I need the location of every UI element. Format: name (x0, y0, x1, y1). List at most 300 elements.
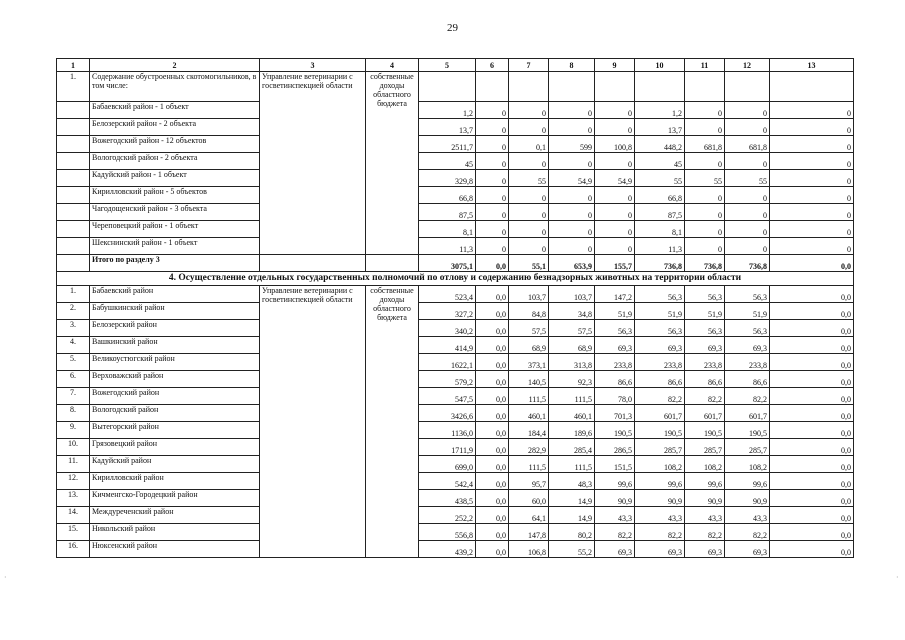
value-cell: 13,7 (635, 119, 685, 136)
value-cell: 0 (549, 187, 595, 204)
value-cell: 51,9 (725, 303, 770, 320)
value-cell: 0 (770, 170, 854, 187)
value-cell: 0,1 (509, 136, 549, 153)
value-cell: 601,7 (725, 405, 770, 422)
value-cell: 0 (509, 153, 549, 170)
value-cell: 140,5 (509, 371, 549, 388)
value-cell: 86,6 (725, 371, 770, 388)
value-cell: 151,5 (595, 456, 635, 473)
table-row (57, 422, 854, 439)
value-cell: 439,2 (419, 541, 476, 558)
row-index: 5. (57, 354, 90, 371)
value-cell: 0 (549, 153, 595, 170)
district-name: Кадуйский район - 1 объект (90, 170, 260, 187)
value-cell: 0 (595, 187, 635, 204)
row-index: 6. (57, 371, 90, 388)
row-index (57, 119, 90, 136)
value-cell: 0 (770, 102, 854, 119)
district-name: Кирилловский район - 5 объектов (90, 187, 260, 204)
value-cell: 0,0 (770, 524, 854, 541)
value-cell: 43,3 (595, 507, 635, 524)
value-cell: 0 (476, 119, 509, 136)
column-number-header: 7 (509, 59, 549, 72)
value-cell: 0 (685, 153, 725, 170)
value-cell: 87,5 (419, 204, 476, 221)
value-cell: 0 (476, 221, 509, 238)
value-cell: 0 (476, 153, 509, 170)
value-cell: 8,1 (635, 221, 685, 238)
value-cell: 542,4 (419, 473, 476, 490)
value-cell: 0 (595, 238, 635, 255)
value-cell: 0 (476, 102, 509, 119)
value-cell: 56,3 (725, 320, 770, 337)
value-cell: 0,0 (476, 303, 509, 320)
district-name: Кадуйский район (90, 456, 260, 473)
value-cell: 438,5 (419, 490, 476, 507)
row-index (57, 221, 90, 238)
value-cell: 106,8 (509, 541, 549, 558)
value-cell: 0,0 (476, 524, 509, 541)
value-cell: 0,0 (770, 473, 854, 490)
value-cell: 0 (770, 204, 854, 221)
column-number-header: 1 (57, 59, 90, 72)
row-index: 4. (57, 337, 90, 354)
value-cell: 601,7 (635, 405, 685, 422)
value-cell: 0 (549, 221, 595, 238)
value-cell: 0,0 (476, 473, 509, 490)
value-cell: 0 (476, 136, 509, 153)
total-row (57, 255, 854, 272)
value-cell: 64,1 (509, 507, 549, 524)
district-name: Кичменгско-Городецкий район (90, 490, 260, 507)
value-cell: 90,9 (725, 490, 770, 507)
value-cell: 285,7 (635, 439, 685, 456)
value-cell: 111,5 (509, 456, 549, 473)
row-index (57, 153, 90, 170)
value-cell: 0 (509, 187, 549, 204)
value-cell: 0 (595, 102, 635, 119)
value-cell: 0 (685, 221, 725, 238)
section-heading-row (57, 272, 854, 286)
district-name: Бабушкинский район (90, 303, 260, 320)
value-cell: 54,9 (595, 170, 635, 187)
value-cell: 43,3 (635, 507, 685, 524)
district-name: Чагодощенский район - 3 объекта (90, 204, 260, 221)
value-cell: 69,3 (685, 541, 725, 558)
value-cell: 103,7 (509, 286, 549, 303)
row-index (57, 136, 90, 153)
value-cell: 69,3 (635, 541, 685, 558)
value-cell: 0 (725, 204, 770, 221)
row-index: 8. (57, 405, 90, 422)
value-cell: 0 (549, 102, 595, 119)
value-cell: 82,2 (725, 388, 770, 405)
value-cell: 82,2 (595, 524, 635, 541)
table-row (57, 337, 854, 354)
value-cell: 313,8 (549, 354, 595, 371)
district-name: Вологодский район (90, 405, 260, 422)
value-cell (770, 72, 854, 102)
value-cell: 0 (770, 153, 854, 170)
value-cell: 0 (725, 238, 770, 255)
value-cell: 103,7 (549, 286, 595, 303)
value-cell: 0 (549, 204, 595, 221)
value-cell: 34,8 (549, 303, 595, 320)
value-cell (476, 72, 509, 102)
row-index (57, 255, 90, 272)
row-index: 15. (57, 524, 90, 541)
section-heading: 4. Осуществление отдельных государственных полномочий по отлову и содержанию безнадзорных животных на территории области (57, 272, 854, 286)
value-cell: 99,6 (635, 473, 685, 490)
district-name: Вожегодский район (90, 388, 260, 405)
value-cell: 0,0 (476, 405, 509, 422)
district-name: Верховажский район (90, 371, 260, 388)
value-cell: 56,3 (685, 286, 725, 303)
value-cell: 286,5 (595, 439, 635, 456)
value-cell: 90,9 (685, 490, 725, 507)
value-cell: 0,0 (770, 456, 854, 473)
value-cell: 0,0 (770, 286, 854, 303)
value-cell: 69,3 (595, 541, 635, 558)
value-cell: 99,6 (595, 473, 635, 490)
value-cell: 0 (685, 204, 725, 221)
budget-table (56, 58, 854, 558)
value-cell: 681,8 (725, 136, 770, 153)
column-number-row (57, 59, 854, 72)
value-cell: 233,8 (595, 354, 635, 371)
value-cell: 55,1 (509, 255, 549, 272)
row-index (57, 238, 90, 255)
district-name: Никольский район (90, 524, 260, 541)
value-cell: 1136,0 (419, 422, 476, 439)
value-cell: 373,1 (509, 354, 549, 371)
value-cell: 55 (725, 170, 770, 187)
value-cell: 51,9 (635, 303, 685, 320)
value-cell: 1,2 (635, 102, 685, 119)
value-cell (685, 72, 725, 102)
value-cell: 55,2 (549, 541, 595, 558)
row-index: 14. (57, 507, 90, 524)
value-cell: 56,3 (635, 286, 685, 303)
value-cell: 0 (595, 119, 635, 136)
value-cell: 147,8 (509, 524, 549, 541)
value-cell (595, 72, 635, 102)
value-cell (635, 72, 685, 102)
value-cell: 1,2 (419, 102, 476, 119)
district-name: Белозерский район (90, 320, 260, 337)
value-cell: 0,0 (770, 371, 854, 388)
value-cell: 0 (725, 221, 770, 238)
value-cell: 0 (595, 204, 635, 221)
value-cell: 460,1 (549, 405, 595, 422)
value-cell: 0 (685, 119, 725, 136)
row-index: 11. (57, 456, 90, 473)
row-index: 2. (57, 303, 90, 320)
value-cell: 460,1 (509, 405, 549, 422)
table-row (57, 405, 854, 422)
value-cell: 51,9 (595, 303, 635, 320)
table-row (57, 354, 854, 371)
value-cell: 0 (476, 238, 509, 255)
value-cell: 448,2 (635, 136, 685, 153)
value-cell: 285,7 (725, 439, 770, 456)
district-name: Великоустюгский район (90, 354, 260, 371)
value-cell: 0 (770, 119, 854, 136)
value-cell: 0,0 (476, 422, 509, 439)
value-cell: 68,9 (549, 337, 595, 354)
value-cell: 43,3 (685, 507, 725, 524)
value-cell: 0,0 (476, 507, 509, 524)
row-index: 13. (57, 490, 90, 507)
value-cell: 601,7 (685, 405, 725, 422)
row-index: 12. (57, 473, 90, 490)
column-number-header: 13 (770, 59, 854, 72)
row-index: 1. (57, 72, 90, 102)
value-cell: 285,7 (685, 439, 725, 456)
value-cell: 1622,1 (419, 354, 476, 371)
value-cell: 233,8 (685, 354, 725, 371)
district-name: Вашкинский район (90, 337, 260, 354)
value-cell: 681,8 (685, 136, 725, 153)
value-cell: 56,3 (685, 320, 725, 337)
value-cell: 699,0 (419, 456, 476, 473)
value-cell: 0,0 (476, 255, 509, 272)
value-cell: 189,6 (549, 422, 595, 439)
row-index: 1. (57, 286, 90, 303)
value-cell: 56,3 (595, 320, 635, 337)
table-row (57, 388, 854, 405)
value-cell: 0,0 (476, 320, 509, 337)
value-cell: 56,3 (725, 286, 770, 303)
row-index: 16. (57, 541, 90, 558)
value-cell: 0 (685, 102, 725, 119)
column-number-header: 8 (549, 59, 595, 72)
row-index: 7. (57, 388, 90, 405)
value-cell: 0,0 (476, 439, 509, 456)
table-row (57, 439, 854, 456)
value-cell: 190,5 (685, 422, 725, 439)
scan-mark-left: · (4, 573, 7, 582)
row-index: 10. (57, 439, 90, 456)
value-cell: 0,0 (476, 286, 509, 303)
value-cell: 57,5 (509, 320, 549, 337)
value-cell: 0,0 (770, 337, 854, 354)
value-cell: 252,2 (419, 507, 476, 524)
value-cell: 90,9 (635, 490, 685, 507)
value-cell: 55 (509, 170, 549, 187)
value-cell: 0 (509, 221, 549, 238)
value-cell: 0 (770, 238, 854, 255)
value-cell: 233,8 (725, 354, 770, 371)
value-cell: 233,8 (635, 354, 685, 371)
value-cell: 1711,9 (419, 439, 476, 456)
row-index (57, 170, 90, 187)
value-cell: 56,3 (635, 320, 685, 337)
row-index (57, 187, 90, 204)
value-cell: 190,5 (725, 422, 770, 439)
value-cell: 0,0 (770, 405, 854, 422)
value-cell: 108,2 (685, 456, 725, 473)
value-cell: 99,6 (685, 473, 725, 490)
value-cell: 0 (685, 238, 725, 255)
value-cell: 55 (635, 170, 685, 187)
value-cell: 701,3 (595, 405, 635, 422)
district-name: Шекснинский район - 1 объект (90, 238, 260, 255)
column-number-header: 9 (595, 59, 635, 72)
table-row (57, 371, 854, 388)
column-number-header: 6 (476, 59, 509, 72)
value-cell: 0,0 (476, 354, 509, 371)
value-cell: 69,3 (685, 337, 725, 354)
value-cell: 45 (419, 153, 476, 170)
table-row (57, 119, 854, 136)
value-cell: 0,0 (770, 354, 854, 371)
column-number-header: 5 (419, 59, 476, 72)
value-cell: 55 (685, 170, 725, 187)
value-cell: 0,0 (770, 320, 854, 337)
district-name: Вологодский район - 2 объекта (90, 153, 260, 170)
value-cell: 82,2 (725, 524, 770, 541)
value-cell: 69,3 (595, 337, 635, 354)
table-row (57, 524, 854, 541)
value-cell: 69,3 (725, 541, 770, 558)
value-cell: 0,0 (476, 371, 509, 388)
value-cell: 82,2 (685, 388, 725, 405)
value-cell: 82,2 (685, 524, 725, 541)
funding-source-cell (366, 255, 419, 272)
value-cell: 66,8 (419, 187, 476, 204)
value-cell: 54,9 (549, 170, 595, 187)
value-cell: 190,5 (595, 422, 635, 439)
value-cell: 0,0 (770, 541, 854, 558)
value-cell: 523,4 (419, 286, 476, 303)
executor-cell: Управление ветеринарии с госветинспекцией области (260, 286, 366, 558)
funding-source-cell: собственные доходы областного бюджета (366, 286, 419, 558)
value-cell: 11,3 (419, 238, 476, 255)
table-row (57, 286, 854, 303)
value-cell: 0 (549, 119, 595, 136)
value-cell: 0,0 (770, 439, 854, 456)
value-cell (419, 72, 476, 102)
value-cell: 82,2 (635, 388, 685, 405)
table-row (57, 102, 854, 119)
funding-source-cell: собственные доходы областного бюджета (366, 72, 419, 255)
table-row (57, 238, 854, 255)
value-cell: 0 (476, 170, 509, 187)
column-number-header: 3 (260, 59, 366, 72)
district-name: Череповецкий район - 1 объект (90, 221, 260, 238)
page-number: 29 (447, 22, 458, 34)
value-cell: 0 (595, 221, 635, 238)
value-cell: 108,2 (635, 456, 685, 473)
table-row (57, 187, 854, 204)
value-cell: 95,7 (509, 473, 549, 490)
value-cell: 653,9 (549, 255, 595, 272)
scan-mark-right: · (896, 573, 899, 582)
value-cell: 0 (725, 153, 770, 170)
value-cell: 111,5 (509, 388, 549, 405)
value-cell: 0 (725, 102, 770, 119)
table-row (57, 136, 854, 153)
value-cell: 0 (725, 119, 770, 136)
district-name: Белозерский район - 2 объекта (90, 119, 260, 136)
value-cell: 84,8 (509, 303, 549, 320)
row-index: 3. (57, 320, 90, 337)
table-row (57, 170, 854, 187)
value-cell: 8,1 (419, 221, 476, 238)
value-cell: 11,3 (635, 238, 685, 255)
value-cell: 147,2 (595, 286, 635, 303)
value-cell: 87,5 (635, 204, 685, 221)
value-cell: 80,2 (549, 524, 595, 541)
value-cell: 0 (509, 238, 549, 255)
value-cell: 0 (770, 136, 854, 153)
value-cell: 155,7 (595, 255, 635, 272)
measure-title: Содержание обустроенных скотомогильников, в том числе: (90, 72, 260, 102)
table-row (57, 72, 854, 102)
value-cell: 57,5 (549, 320, 595, 337)
value-cell: 92,3 (549, 371, 595, 388)
value-cell: 86,6 (635, 371, 685, 388)
district-name: Вытегорский район (90, 422, 260, 439)
value-cell: 599 (549, 136, 595, 153)
value-cell: 3075,1 (419, 255, 476, 272)
value-cell: 14,9 (549, 507, 595, 524)
value-cell: 329,8 (419, 170, 476, 187)
value-cell: 556,8 (419, 524, 476, 541)
value-cell: 51,9 (685, 303, 725, 320)
value-cell: 0 (509, 102, 549, 119)
value-cell: 0 (770, 187, 854, 204)
value-cell: 0 (509, 119, 549, 136)
table-row (57, 456, 854, 473)
value-cell: 100,8 (595, 136, 635, 153)
table-row (57, 204, 854, 221)
value-cell (509, 72, 549, 102)
value-cell: 0,0 (770, 303, 854, 320)
value-cell: 43,3 (725, 507, 770, 524)
table-row (57, 473, 854, 490)
value-cell: 184,4 (509, 422, 549, 439)
row-index (57, 102, 90, 119)
value-cell: 45 (635, 153, 685, 170)
district-name: Нюксенский район (90, 541, 260, 558)
table-row (57, 490, 854, 507)
value-cell: 0 (509, 204, 549, 221)
table-row (57, 303, 854, 320)
value-cell: 60,0 (509, 490, 549, 507)
district-name: Вожегодский район - 12 объектов (90, 136, 260, 153)
district-name: Бабаевский район - 1 объект (90, 102, 260, 119)
value-cell: 547,5 (419, 388, 476, 405)
executor-cell (260, 255, 366, 272)
executor-cell: Управление ветеринарии с госветинспекцией области (260, 72, 366, 255)
column-number-header: 2 (90, 59, 260, 72)
value-cell: 66,8 (635, 187, 685, 204)
value-cell: 0 (476, 187, 509, 204)
value-cell: 414,9 (419, 337, 476, 354)
value-cell: 0 (476, 204, 509, 221)
value-cell: 14,9 (549, 490, 595, 507)
value-cell: 0 (595, 153, 635, 170)
value-cell: 0,0 (770, 507, 854, 524)
value-cell: 0,0 (770, 388, 854, 405)
value-cell: 579,2 (419, 371, 476, 388)
value-cell: 86,6 (595, 371, 635, 388)
value-cell: 0,0 (476, 541, 509, 558)
value-cell: 86,6 (685, 371, 725, 388)
value-cell: 0,0 (770, 255, 854, 272)
